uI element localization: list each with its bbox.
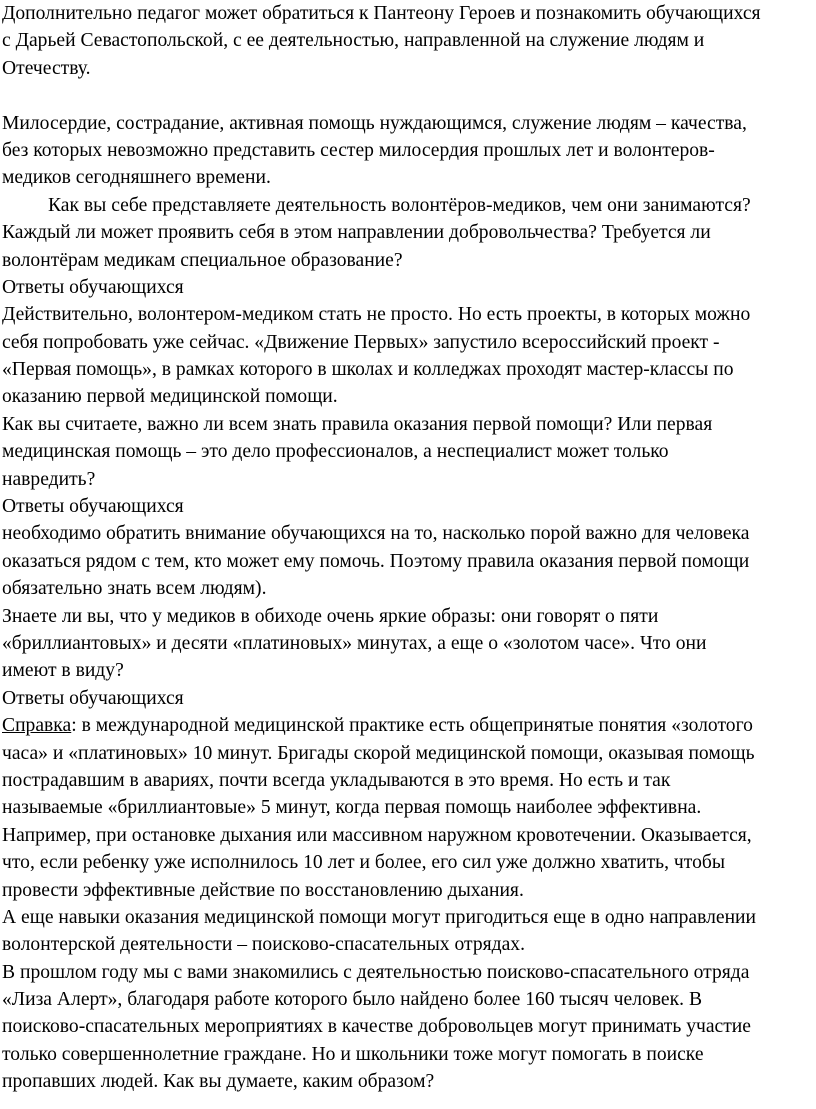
text-line: Каждый ли может проявить себя в этом направлении добровольчества? Требуется ли	[2, 222, 711, 244]
text-line: поисково-спасательных мероприятиях в качестве добровольцев могут принимать участие	[2, 1016, 751, 1038]
paragraph-search-rescue	[2, 904, 814, 959]
text-line: А еще навыки оказания медицинской помощи могут пригодиться еще в одно направлении	[2, 906, 757, 928]
answers-label: Ответы обучающихся	[2, 496, 184, 518]
text-line: пропавших людей. Как вы думаете, каким образом?	[2, 1071, 435, 1093]
question-first-aid-knowledge	[2, 411, 814, 493]
text-line: Например, при остановке дыхания или массивном наружном кровотечении. Оказывается,	[2, 824, 752, 846]
text-line: Отечеству.	[2, 57, 91, 79]
text-line: называемые «бриллиантовые» 5 минут, когда первая помощь наиболее эффективна.	[2, 797, 702, 819]
question-golden-hour	[2, 603, 814, 685]
text-line: медиков сегодняшнего времени.	[2, 167, 271, 189]
text-line: оказанию первой медицинской помощи.	[2, 386, 338, 408]
answers-label: Ответы обучающихся	[2, 276, 184, 298]
text-line: оказаться рядом с тем, кто может ему помочь. Поэтому правила оказания первой помощи	[2, 550, 750, 572]
text-line	[2, 712, 814, 739]
text-line: имеют в виду?	[2, 660, 124, 682]
text-line: волонтёрам медикам специальное образование?	[2, 249, 403, 271]
text-line: обязательно знать всем людям).	[2, 578, 267, 600]
reference-label: Справка	[2, 715, 72, 737]
text-line: Как вы считаете, важно ли всем знать правила оказания первой помощи? Или первая	[2, 413, 713, 435]
text-line: только совершеннолетние граждане. Но и школьники тоже могут помогать в поиске	[2, 1043, 704, 1065]
paragraph-intro	[2, 0, 814, 82]
answers-label: Ответы обучающихся	[2, 687, 184, 709]
text-line: «Первая помощь», в рамках которого в школах и колледжах проходят мастер-классы по	[2, 359, 734, 381]
text-line: без которых невозможно представить сестер милосердия прошлых лет и волонтеров-	[2, 139, 715, 161]
text-line: часа» и «платиновых» 10 минут. Бригады скорой медицинской помощи, оказывая помощь	[2, 742, 755, 764]
text-line: необходимо обратить внимание обучающихся на то, насколько порой важно для человека	[2, 523, 750, 545]
text-line: с Дарьей Севастопольской, с ее деятельностью, направленной на служение людям и	[2, 30, 705, 52]
text-line: себя попробовать уже сейчас. «Движение Первых» запустило всероссийский проект -	[2, 331, 720, 353]
text-line: медицинская помощь – это дело профессионалов, а неспециалист может только	[2, 441, 669, 463]
question-volunteer-medics	[2, 192, 814, 274]
text-line: Как вы себе представляете деятельность волонтёров-медиков, чем они занимаются?	[48, 194, 751, 216]
text-line: волонтерской деятельности – поисково-спасательных отрядах.	[2, 934, 525, 956]
text-line: «бриллиантовых» и десяти «платиновых» минутах, а еще о «золотом часе». Что они	[2, 632, 707, 654]
text-line: Действительно, волонтером-медиком стать не просто. Но есть проекты, в которых можно	[2, 304, 751, 326]
reference-text: : в международной медицинской практике есть общепринятые понятия «золотого	[71, 715, 753, 737]
text-line: провести эффективные действие по восстановлению дыхания.	[2, 879, 524, 901]
text-line: что, если ребенку уже исполнилось 10 лет и более, его сил уже должно хватить, чтобы	[2, 852, 725, 874]
paragraph-first-aid-project	[2, 301, 814, 411]
text-line: В прошлом году мы с вами знакомились с деятельностью поисково-спасательного отряда	[2, 961, 750, 983]
text-line: Дополнительно педагог может обратиться к Пантеону Героев и познакомить обучающихся	[2, 3, 761, 24]
paragraph-mercy	[2, 110, 814, 192]
paragraph-spacer	[2, 82, 814, 109]
paragraph-attention-note	[2, 520, 814, 602]
text-line: Знаете ли вы, что у медиков в обиходе очень яркие образы: они говорят о пяти	[2, 605, 659, 627]
paragraph-liza-alert	[2, 959, 814, 1096]
text-line: «Лиза Алерт», благодаря работе которого было найдено более 160 тысяч человек. В	[2, 989, 703, 1011]
text-line: навредить?	[2, 468, 96, 490]
text-line: Милосердие, сострадание, активная помощь нуждающимся, служение людям – качества,	[2, 112, 747, 134]
paragraph-reference	[2, 712, 814, 904]
text-line: пострадавшим в авариях, почти всегда укладываются в это время. Но есть и так	[2, 769, 671, 791]
